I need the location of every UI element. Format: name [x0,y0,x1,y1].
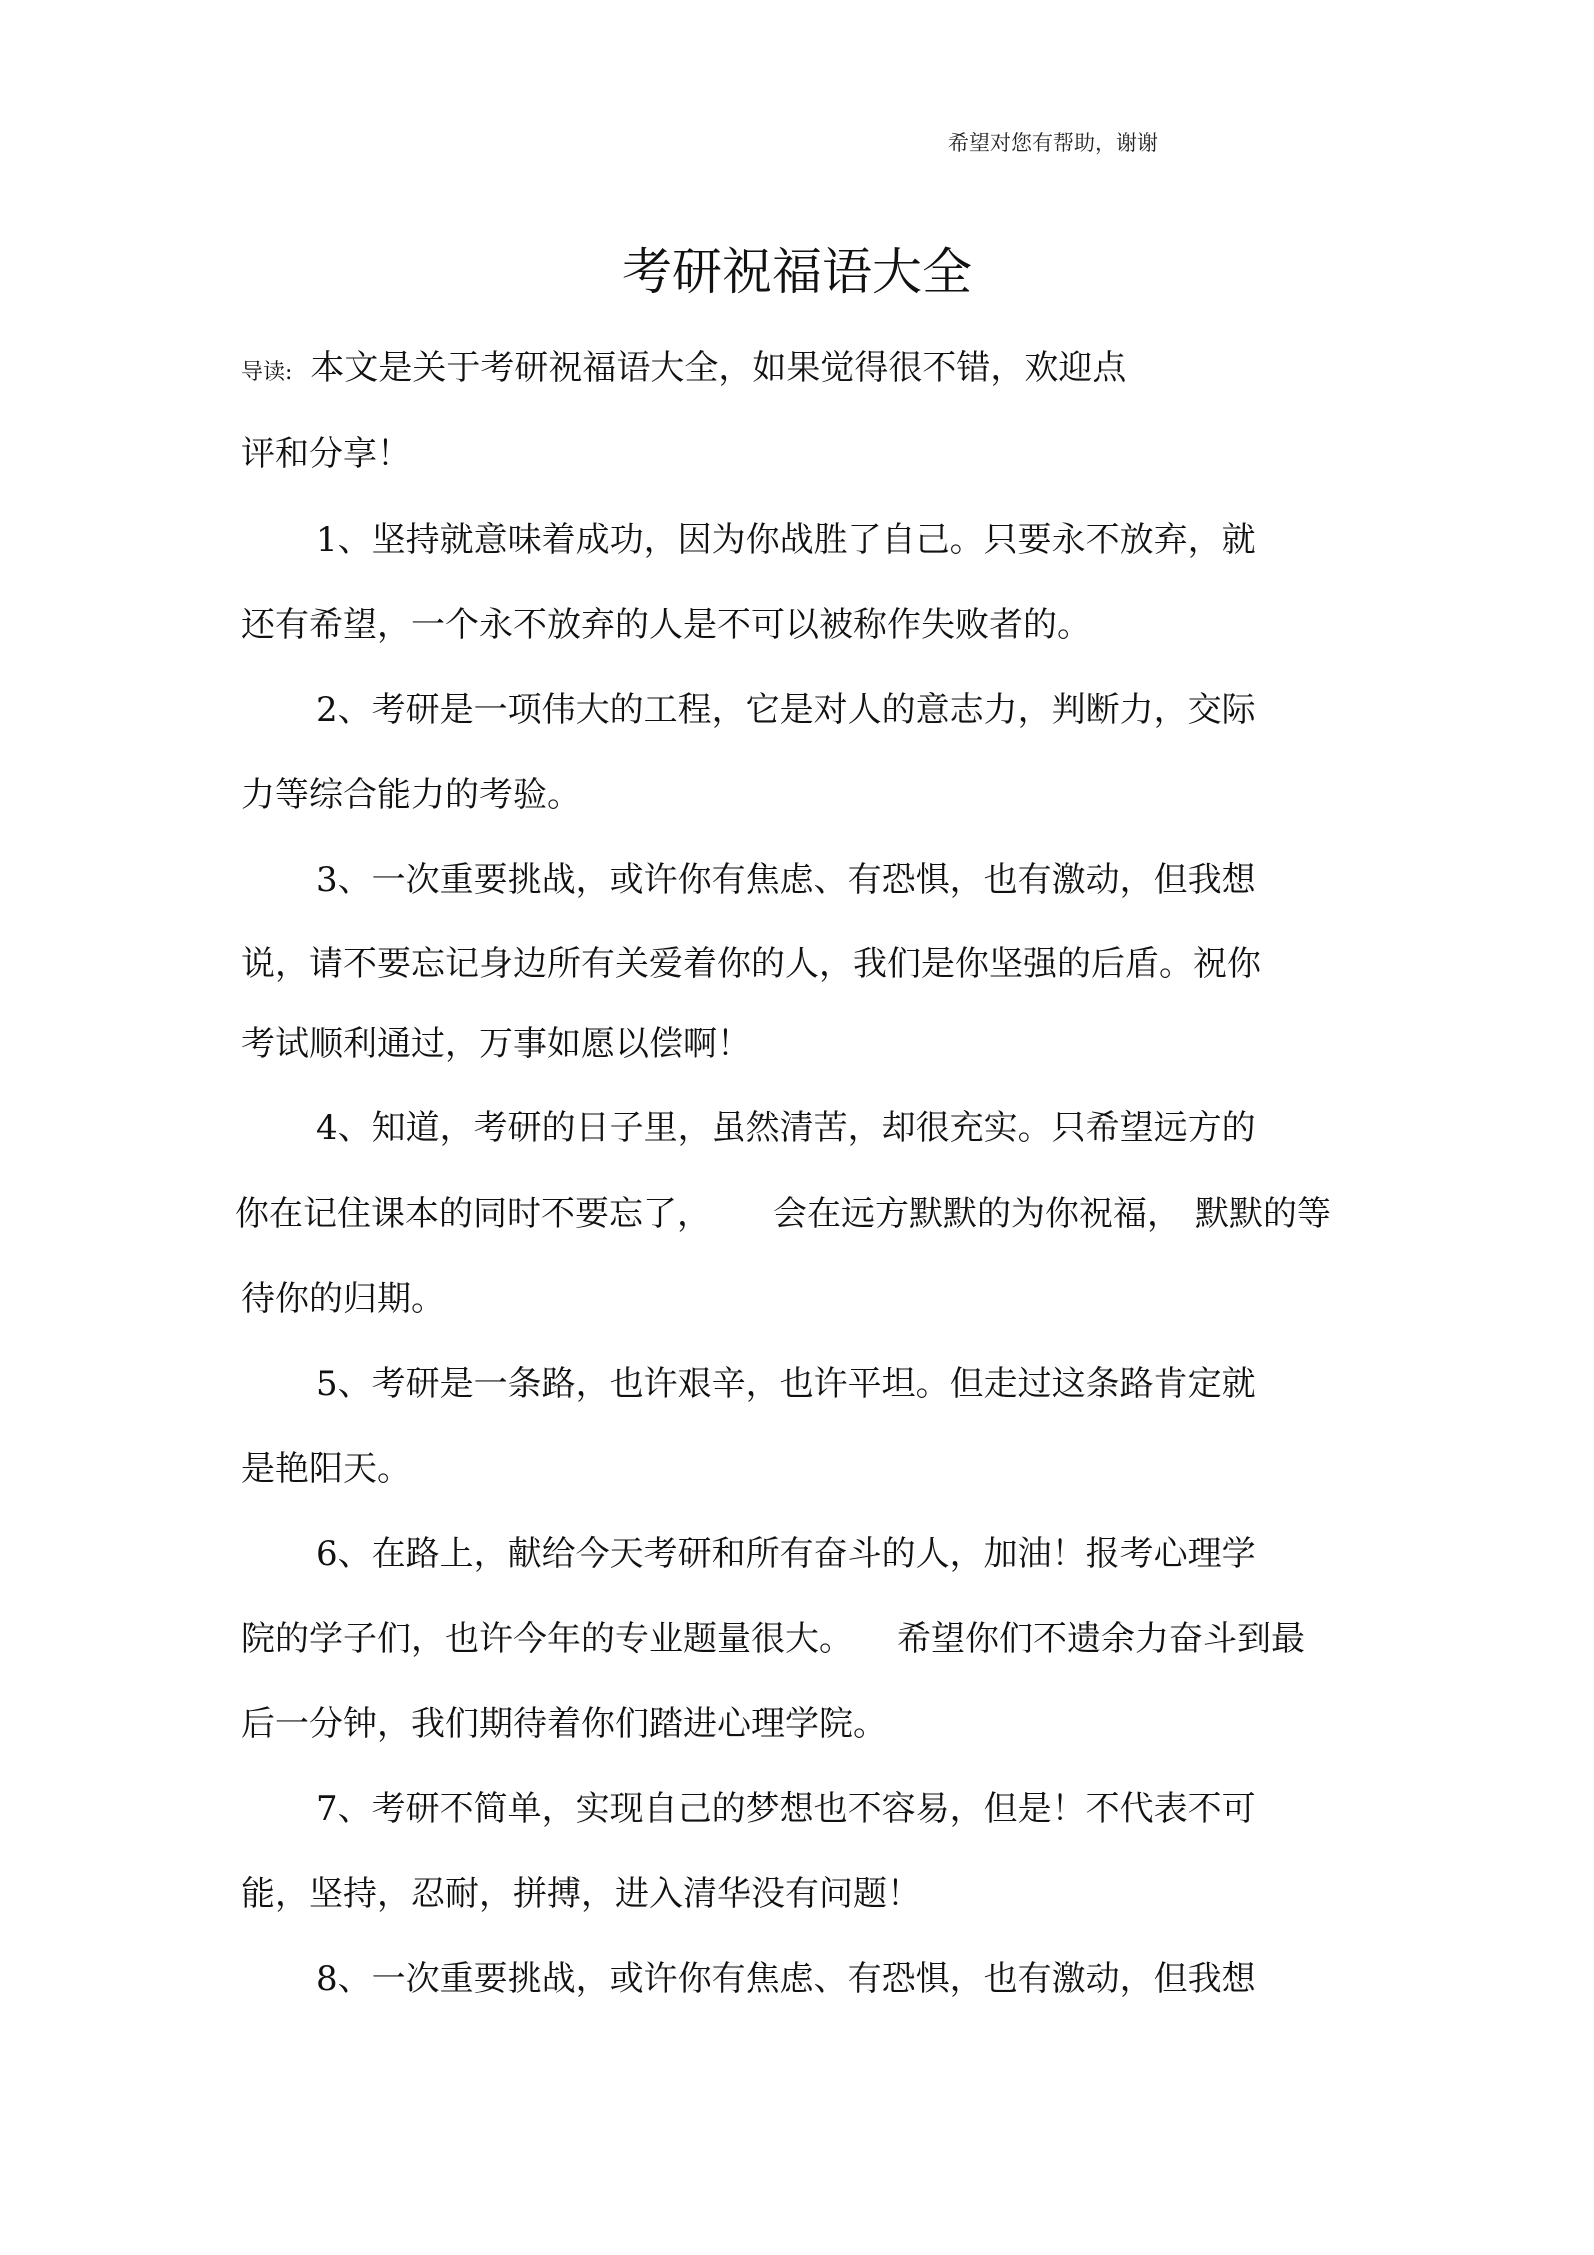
item-2-line-1: 2、考研是一项伟大的工程，它是对人的意志力，判断力，交际 [316,690,1256,730]
item-5-line-1: 5、考研是一条路，也许艰辛，也许平坦。但走过这条路肯定就 [316,1364,1256,1404]
item-7-line-2: 能，坚持，忍耐，拼搏，进入清华没有问题！ [241,1874,921,1914]
item-2-line-2: 力等综合能力的考验。 [241,775,581,815]
intro-text-1: 本文是关于考研祝福语大全，如果觉得很不错，欢迎点 [310,348,1127,388]
item-3-line-3: 考试顺利通过，万事如愿以偿啊！ [241,1024,751,1064]
intro-line-1 [241,346,1126,395]
item-6-line-2 [241,1617,1305,1661]
item-6-line-2-part-2: 希望你们不遗余力奋斗到最 [897,1619,1305,1659]
item-4-line-3: 待你的归期。 [241,1279,445,1319]
item-7-line-1: 7、考研不简单，实现自己的梦想也不容易，但是！不代表不可 [316,1789,1256,1829]
item-3-line-1: 3、一次重要挑战，或许你有焦虑、有恐惧，也有激动，但我想 [316,860,1256,900]
header-note: 希望对您有帮助，谢谢 [948,131,1158,155]
item-5-line-2: 是艳阳天。 [241,1449,411,1489]
document-title: 考研祝福语大全 [622,243,972,301]
item-6-line-2-part-1: 院的学子们，也许今年的专业题量很大。 [241,1619,853,1659]
item-4-line-2-part-3: 默默的等 [1195,1194,1331,1234]
intro-line-2: 评和分享！ [241,434,411,474]
item-8-line-1: 8、一次重要挑战，或许你有焦虑、有恐惧，也有激动，但我想 [316,1959,1256,1999]
item-3-line-2: 说，请不要忘记身边所有关爱着你的人，我们是你坚强的后盾。祝你 [241,944,1261,984]
item-4-line-2-part-1: 你在记住课本的同时不要忘了， [235,1194,711,1234]
intro-label: 导读: [241,360,293,385]
item-1-line-2: 还有希望，一个永不放弃的人是不可以被称作失败者的。 [241,605,1091,645]
item-1-line-1: 1、坚持就意味着成功，因为你战胜了自己。只要永不放弃，就 [316,520,1256,560]
item-4-line-1: 4、知道，考研的日子里，虽然清苦，却很充实。只希望远方的 [316,1108,1256,1148]
item-6-line-3: 后一分钟，我们期待着你们踏进心理学院。 [241,1704,887,1744]
item-4-line-2 [235,1192,1331,1236]
item-4-line-2-part-2: 会在远方默默的为你祝福， [773,1194,1181,1234]
item-6-line-1: 6、在路上，献给今天考研和所有奋斗的人，加油！报考心理学 [316,1534,1256,1574]
